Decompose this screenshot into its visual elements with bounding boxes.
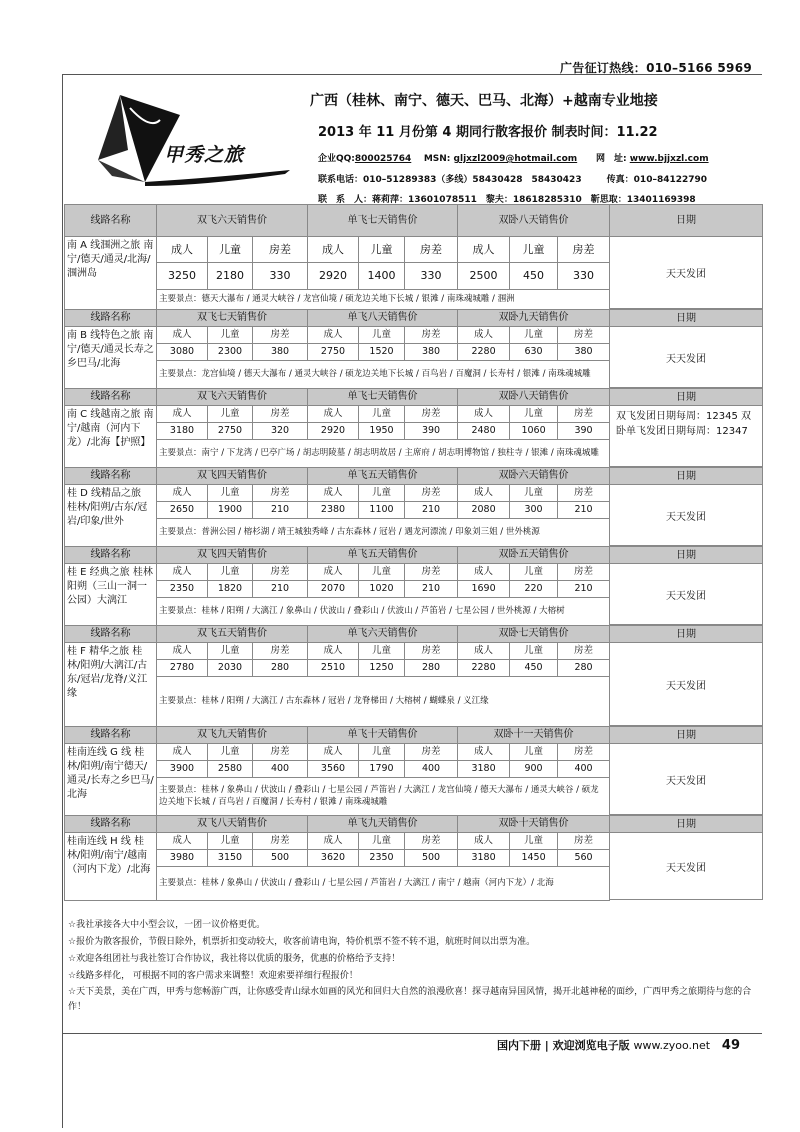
adult-header: 成人 [308, 833, 359, 850]
date-header: 日期 [610, 468, 762, 485]
route-name-header: 线路名称 [65, 389, 157, 406]
price-cell: 1820 [208, 581, 253, 598]
child-header: 儿童 [208, 643, 253, 660]
child-header: 儿童 [359, 485, 405, 502]
room-header: 房差 [558, 485, 610, 502]
price-cell: 2780 [157, 660, 208, 677]
price-cell: 2920 [308, 263, 359, 290]
contact-online [318, 151, 709, 164]
adult-header: 成人 [157, 327, 208, 344]
page-title: 广西（桂林、南宁、德天、巴马、北海）+越南专业地接 [310, 93, 658, 109]
route-name: 南 C 线越南之旅 南宁/越南（河内下龙）/北海【护照】 [65, 406, 157, 468]
group1-header: 双飞九天销售价 [157, 727, 308, 744]
adult-header: 成人 [308, 406, 359, 423]
price-cell: 1100 [359, 502, 405, 519]
price-cell: 2350 [157, 581, 208, 598]
adult-header: 成人 [458, 744, 510, 761]
price-cell: 1450 [510, 850, 558, 867]
price-cell: 2580 [208, 761, 253, 778]
price-cell: 900 [510, 761, 558, 778]
price-cell: 280 [253, 660, 308, 677]
price-cell: 2070 [308, 581, 359, 598]
adult-header: 成人 [157, 744, 208, 761]
room-header: 房差 [405, 833, 458, 850]
date-column [609, 546, 763, 625]
adult-header: 成人 [458, 485, 510, 502]
adult-header: 成人 [308, 744, 359, 761]
adult-header: 成人 [157, 833, 208, 850]
date-header: 日期 [610, 389, 762, 406]
room-header: 房差 [558, 406, 610, 423]
price-cell: 2480 [458, 423, 510, 440]
child-header: 儿童 [208, 744, 253, 761]
group3-header: 双卧十一天销售价 [458, 727, 610, 744]
price-cell: 330 [558, 263, 610, 290]
group2-header: 单飞五天销售价 [308, 468, 458, 485]
page-number: 49 [721, 1038, 740, 1053]
room-header: 房差 [558, 833, 610, 850]
price-cell: 2300 [208, 344, 253, 361]
footer-url[interactable]: www.zyoo.net [633, 1039, 711, 1052]
date-column [609, 309, 763, 388]
price-cell: 400 [253, 761, 308, 778]
group1-header: 双飞七天销售价 [157, 310, 308, 327]
adult-header: 成人 [308, 327, 359, 344]
footer-text: 国内下册 | 欢迎浏览电子版 [496, 1039, 630, 1052]
group1-header: 双飞五天销售价 [157, 626, 308, 643]
price-cell: 2650 [157, 502, 208, 519]
price-cell: 210 [253, 502, 308, 519]
room-header: 房差 [253, 485, 308, 502]
price-cell: 3560 [308, 761, 359, 778]
room-header: 房差 [405, 485, 458, 502]
route-name-header: 线路名称 [65, 468, 157, 485]
note-item: ☆天下美景，美在广西，甲秀与您畅游广西，让你感受青山绿水如画的风光和回归大自然的浪漫欣喜！探寻越南异国风情，揭开北越神秘的面纱，广西甲秀之旅期待与您的合作！ [68, 987, 752, 1012]
price-cell: 380 [405, 344, 458, 361]
price-cell: 210 [558, 581, 610, 598]
scenic-spots: 主要景点：德天大瀑布 / 通灵大峡谷 / 龙宫仙境 / 硕龙边关地下长城 / 银滩 / 南珠魂城雕 / 涠洲 [157, 290, 610, 310]
price-cell: 3980 [157, 850, 208, 867]
price-cell: 2180 [208, 263, 253, 290]
group1-header: 双飞八天销售价 [157, 816, 308, 833]
date-column [609, 467, 763, 546]
price-cell: 1020 [359, 581, 405, 598]
date-header: 日期 [610, 205, 762, 237]
phone-text: 联系电话：010–51289383（多线）58430428 58430423 [318, 175, 582, 185]
room-header: 房差 [558, 744, 610, 761]
scenic-spots: 主要景点：桂林 / 象鼻山 / 伏波山 / 叠彩山 / 七星公园 / 芦笛岩 / 大漓江 / 南宁 / 越南（河内下龙）/ 北海 [157, 867, 610, 901]
child-header: 儿童 [510, 327, 558, 344]
room-header: 房差 [253, 833, 308, 850]
price-cell: 330 [405, 263, 458, 290]
room-header: 房差 [405, 564, 458, 581]
child-header: 儿童 [359, 564, 405, 581]
group3-header: 双卧七天销售价 [458, 626, 610, 643]
room-header: 房差 [405, 237, 458, 263]
child-header: 儿童 [359, 744, 405, 761]
departure-date: 天天发团 [666, 511, 706, 523]
date-column [609, 204, 763, 309]
departure-date: 天天发团 [666, 862, 706, 874]
price-cell: 1250 [359, 660, 405, 677]
web-label: 网 址: [595, 154, 627, 164]
msn-value[interactable]: gljxzl2009@hotmail.com [453, 154, 578, 164]
room-header: 房差 [558, 643, 610, 660]
price-cell: 400 [558, 761, 610, 778]
room-header: 房差 [558, 327, 610, 344]
price-cell: 3620 [308, 850, 359, 867]
scenic-spots: 主要景点：桂林 / 阳朔 / 大漓江 / 象鼻山 / 伏波山 / 叠彩山 / 伏波山 / 芦笛岩 / 七星公园 / 世外桃源 / 大榕树 [157, 598, 610, 626]
adult-header: 成人 [458, 564, 510, 581]
price-cell: 3180 [157, 423, 208, 440]
contact-phone [318, 172, 707, 185]
price-cell: 1900 [208, 502, 253, 519]
adult-header: 成人 [458, 833, 510, 850]
route-name: 桂南连线 G 线 桂林/阳朔/南宁德天/通灵/长寿之乡巴马/北海 [65, 744, 157, 816]
adult-header: 成人 [458, 237, 510, 263]
adult-header: 成人 [308, 237, 359, 263]
footer [497, 1037, 740, 1053]
date-header: 日期 [610, 547, 762, 564]
date-header: 日期 [610, 310, 762, 327]
price-cell: 3180 [458, 850, 510, 867]
price-cell: 3250 [157, 263, 208, 290]
departure-date: 天天发团 [666, 590, 706, 602]
price-cell: 210 [405, 581, 458, 598]
adult-header: 成人 [157, 406, 208, 423]
room-header: 房差 [253, 327, 308, 344]
adult-header: 成人 [458, 327, 510, 344]
price-cell: 2750 [208, 423, 253, 440]
price-cell: 2750 [308, 344, 359, 361]
departure-date: 天天发团 [666, 353, 706, 365]
price-cell: 2350 [359, 850, 405, 867]
group1-header: 双飞四天销售价 [157, 468, 308, 485]
qq-value[interactable]: 800025764 [354, 154, 412, 164]
route-name-header: 线路名称 [65, 547, 157, 564]
scenic-spots: 主要景点：桂林 / 阳朔 / 大漓江 / 古东森林 / 冠岩 / 龙脊梯田 / 大榕树 / 蝴蝶泉 / 义江缘 [157, 677, 610, 727]
group2-header: 单飞九天销售价 [308, 816, 458, 833]
group3-header: 双卧六天销售价 [458, 468, 610, 485]
date-header: 日期 [610, 727, 762, 744]
child-header: 儿童 [208, 564, 253, 581]
adult-header: 成人 [157, 485, 208, 502]
price-cell: 320 [253, 423, 308, 440]
child-header: 儿童 [359, 833, 405, 850]
note-item: ☆报价为散客报价，节假日除外，机票折扣变动较大，收客前请电询，特价机票不签不转不退，航班时间以出票为准。 [68, 937, 536, 947]
room-header: 房差 [253, 643, 308, 660]
route-name-header: 线路名称 [65, 310, 157, 327]
adult-header: 成人 [458, 643, 510, 660]
note-item: ☆线路多样化， 可根据不同的客户需求来调整！欢迎索要祥细行程报价！ [68, 971, 358, 981]
room-header: 房差 [558, 564, 610, 581]
price-cell: 210 [253, 581, 308, 598]
route-name: 桂 F 精华之旅 桂林/阳朔/大漓江/古东/冠岩/龙脊/义江缘 [65, 643, 157, 727]
price-cell: 210 [405, 502, 458, 519]
price-cell: 400 [405, 761, 458, 778]
group1-header: 双飞六天销售价 [157, 389, 308, 406]
route-name: 南 B 线特色之旅 南宁/德天/通灵长寿之乡巴马/北海 [65, 327, 157, 389]
brand-name: 甲秀之旅 [164, 144, 245, 166]
web-link[interactable]: www.bjjxzl.com [629, 154, 709, 164]
route-name: 桂 D 线精品之旅 桂林/阳朔/古东/冠岩/印象/世外 [65, 485, 157, 547]
room-header: 房差 [253, 406, 308, 423]
scenic-spots: 主要景点：普洲公园 / 榕杉湖 / 靖王城独秀峰 / 古东森林 / 冠岩 / 遇龙河漂流 / 印象刘三姐 / 世外桃源 [157, 519, 610, 547]
note-item: ☆我社承接各大中小型会议，一团一议价格更优。 [68, 920, 266, 930]
child-header: 儿童 [510, 406, 558, 423]
room-header: 房差 [558, 237, 610, 263]
room-header: 房差 [405, 643, 458, 660]
price-cell: 2500 [458, 263, 510, 290]
price-cell: 2280 [458, 344, 510, 361]
departure-date: 天天发团 [666, 680, 706, 692]
price-cell: 1060 [510, 423, 558, 440]
msn-label: MSN: [423, 154, 451, 164]
group2-header: 单飞五天销售价 [308, 547, 458, 564]
date-column [609, 815, 763, 900]
child-header: 儿童 [359, 643, 405, 660]
group3-header: 双卧八天销售价 [458, 389, 610, 406]
adult-header: 成人 [308, 643, 359, 660]
child-header: 儿童 [359, 237, 405, 263]
room-header: 房差 [405, 327, 458, 344]
child-header: 儿童 [510, 564, 558, 581]
adult-header: 成人 [157, 564, 208, 581]
route-name-header: 线路名称 [65, 626, 157, 643]
price-cell: 450 [510, 660, 558, 677]
route-name: 南 A 线涠洲之旅 南宁/德天/通灵/北海/涠洲岛 [65, 237, 157, 310]
child-header: 儿童 [510, 485, 558, 502]
price-cell: 3150 [208, 850, 253, 867]
group2-header: 单飞七天销售价 [308, 205, 458, 237]
price-cell: 380 [558, 344, 610, 361]
price-cell: 3900 [157, 761, 208, 778]
footer-divider [62, 1033, 762, 1034]
child-header: 儿童 [208, 833, 253, 850]
date-column [609, 388, 763, 467]
scenic-spots: 主要景点：桂林 / 象鼻山 / 伏波山 / 叠彩山 / 七星公园 / 芦笛岩 / 大漓江 / 龙宫仙境 / 德天大瀑布 / 通灵大峡谷 / 硕龙边关地下长城 / 百鸟岩 / 百魔洞 / 长寿村 / 银滩 / 南珠魂城雕 [157, 778, 610, 816]
page-subtitle: 2013 年 11 月份第 4 期同行散客报价 制表时间：11.22 [318, 125, 658, 140]
price-cell: 300 [510, 502, 558, 519]
group2-header: 单飞八天销售价 [308, 310, 458, 327]
adult-header: 成人 [308, 485, 359, 502]
price-cell: 560 [558, 850, 610, 867]
route-name: 桂南连线 H 线 桂林/阳朔/南宁/越南（河内下龙）/北海 [65, 833, 157, 901]
group3-header: 双卧十天销售价 [458, 816, 610, 833]
qq-label: 企业QQ: [318, 154, 355, 164]
child-header: 儿童 [510, 833, 558, 850]
fax-text: 传真：010–84122790 [606, 175, 708, 185]
departure-date: 天天发团 [666, 775, 706, 787]
price-cell: 280 [405, 660, 458, 677]
price-cell: 390 [405, 423, 458, 440]
price-cell: 380 [253, 344, 308, 361]
price-cell: 2920 [308, 423, 359, 440]
price-cell: 210 [558, 502, 610, 519]
room-header: 房差 [405, 744, 458, 761]
child-header: 儿童 [208, 406, 253, 423]
price-cell: 2080 [458, 502, 510, 519]
price-cell: 390 [558, 423, 610, 440]
group1-header: 双飞四天销售价 [157, 547, 308, 564]
child-header: 儿童 [510, 744, 558, 761]
child-header: 儿童 [510, 643, 558, 660]
notes-section [68, 917, 758, 1015]
route-name-header: 线路名称 [65, 727, 157, 744]
price-cell: 1950 [359, 423, 405, 440]
price-cell: 280 [558, 660, 610, 677]
price-cell: 330 [253, 263, 308, 290]
price-cell: 1520 [359, 344, 405, 361]
group1-header: 双飞六天销售价 [157, 205, 308, 237]
child-header: 儿童 [359, 327, 405, 344]
child-header: 儿童 [359, 406, 405, 423]
scenic-spots: 主要景点：南宁 / 下龙湾 / 巴亭广场 / 胡志明陵墓 / 胡志明故居 / 主席府 / 胡志明博物馆 / 独柱寺 / 银滩 / 南珠魂城雕 [157, 440, 610, 468]
room-header: 房差 [405, 406, 458, 423]
price-cell: 450 [510, 263, 558, 290]
room-header: 房差 [253, 744, 308, 761]
price-table [64, 204, 610, 901]
child-header: 儿童 [208, 485, 253, 502]
route-name-header: 线路名称 [65, 816, 157, 833]
group3-header: 双卧五天销售价 [458, 547, 610, 564]
date-header: 日期 [610, 816, 762, 833]
price-cell: 2030 [208, 660, 253, 677]
date-header: 日期 [610, 626, 762, 643]
group2-header: 单飞七天销售价 [308, 389, 458, 406]
room-header: 房差 [253, 564, 308, 581]
price-cell: 500 [253, 850, 308, 867]
adult-header: 成人 [308, 564, 359, 581]
price-cell: 500 [405, 850, 458, 867]
contact-people: 联 系 人：蒋莉萍：13601078511 黎夫：18618285310 靳思取：13401169398 [318, 195, 696, 205]
note-item: ☆欢迎各组团社与我社签订合作协议，我社将以优质的服务，优惠的价格给予支持！ [68, 954, 401, 964]
room-header: 房差 [253, 237, 308, 263]
ad-hotline: 广告征订热线：010–5166 5969 [559, 61, 752, 75]
group3-header: 双卧九天销售价 [458, 310, 610, 327]
route-name: 桂 E 经典之旅 桂林阳朔（三山一洞一公园）大漓江 [65, 564, 157, 626]
price-cell: 2380 [308, 502, 359, 519]
departure-date: 双飞发团日期每周：12345 双卧单飞发团日期每周：12347 [616, 411, 751, 437]
price-cell: 2510 [308, 660, 359, 677]
child-header: 儿童 [208, 237, 253, 263]
scenic-spots: 主要景点：龙宫仙境 / 德天大瀑布 / 通灵大峡谷 / 硕龙边关地下长城 / 百鸟岩 / 百魔洞 / 长寿村 / 银滩 / 南珠魂城雕 [157, 361, 610, 389]
price-cell: 1400 [359, 263, 405, 290]
price-cell: 1790 [359, 761, 405, 778]
price-cell: 3180 [458, 761, 510, 778]
adult-header: 成人 [157, 643, 208, 660]
price-cell: 220 [510, 581, 558, 598]
group3-header: 双卧八天销售价 [458, 205, 610, 237]
price-cell: 1690 [458, 581, 510, 598]
date-column [609, 625, 763, 726]
child-header: 儿童 [510, 237, 558, 263]
group2-header: 单飞六天销售价 [308, 626, 458, 643]
departure-date: 天天发团 [666, 269, 706, 280]
price-cell: 630 [510, 344, 558, 361]
group2-header: 单飞十天销售价 [308, 727, 458, 744]
price-cell: 2280 [458, 660, 510, 677]
adult-header: 成人 [458, 406, 510, 423]
child-header: 儿童 [208, 327, 253, 344]
date-column [609, 726, 763, 815]
adult-header: 成人 [157, 237, 208, 263]
route-name-header: 线路名称 [65, 205, 157, 237]
price-cell: 3080 [157, 344, 208, 361]
